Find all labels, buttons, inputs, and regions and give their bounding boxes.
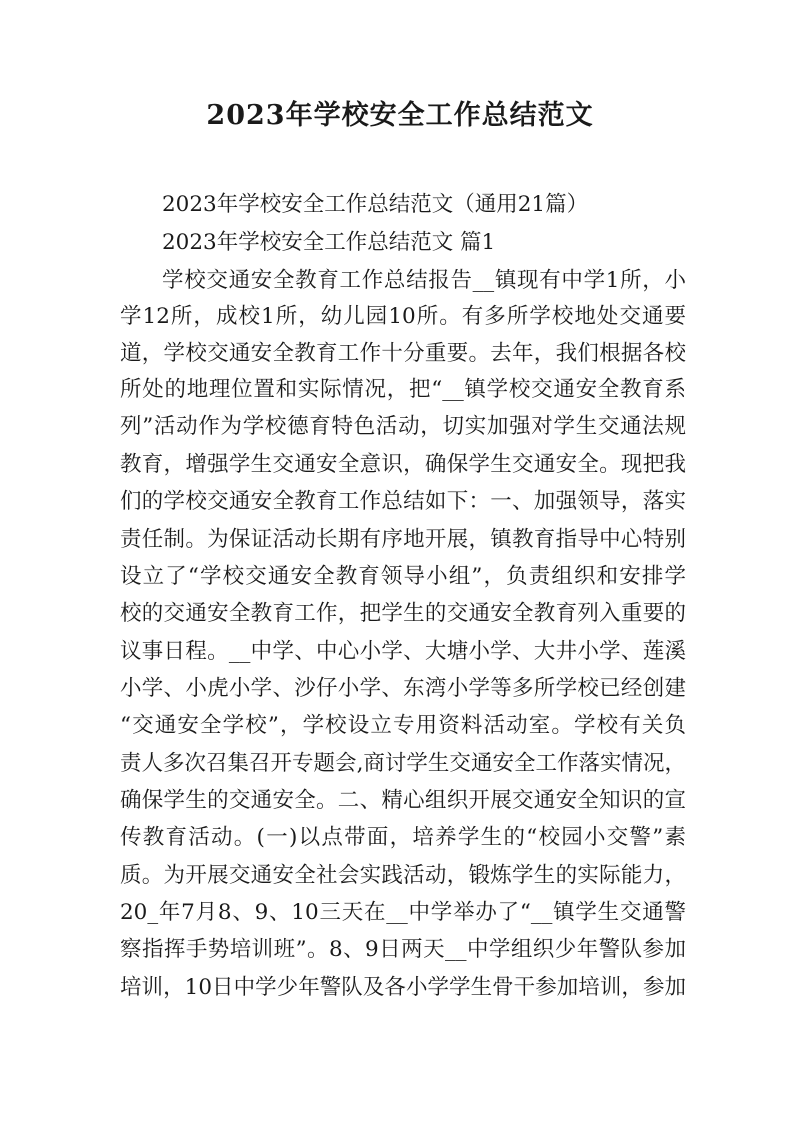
body-line: 小学、小虎小学、沙仔小学、东湾小学等多所学校已经创建 (120, 676, 686, 701)
body-line: 教育，增强学生交通安全意识，确保学生交通安全。现把我 (120, 452, 686, 477)
body-line: 察指挥手势培训班”。8、9日两天__中学组织少年警队参加 (120, 937, 686, 962)
body-line: 校的交通安全教育工作，把学生的交通安全教育列入重要的 (120, 601, 686, 626)
body-line: 所处的地理位置和实际情况，把“__镇学校交通安全教育系 (120, 377, 686, 402)
body-line: 责任制。为保证活动长期有序地开展，镇教育指导中心特别 (120, 527, 686, 552)
body-line: 们的学校交通安全教育工作总结如下：一、加强领导，落实 (120, 489, 686, 514)
body-line: 确保学生的交通安全。二、精心组织开展交通安全知识的宣 (120, 788, 686, 813)
body-line: 培训，10日中学少年警队及各小学学生骨干参加培训，参加 (120, 975, 686, 1000)
body-line: 设立了“学校交通安全教育领导小组”，负责组织和安排学 (120, 564, 686, 589)
body-line: 议事日程。__中学、中心小学、大塘小学、大井小学、莲溪 (120, 639, 686, 664)
body-line: 学校交通安全教育工作总结报告__镇现有中学1所，小 (162, 268, 686, 293)
body-line: 道，学校交通安全教育工作十分重要。去年，我们根据各校 (120, 341, 686, 366)
body-line: 质。为开展交通安全社会实践活动，锻炼学生的实际能力， (120, 863, 686, 888)
body-line: “交通安全学校”，学校设立专用资料活动室。学校有关负 (120, 713, 686, 738)
document-subtitle: 2023年学校安全工作总结范文（通用21篇） (162, 192, 589, 217)
body-line: 责人多次召集召开专题会,商讨学生交通安全工作落实情况， (120, 751, 686, 776)
body-line: 传教育活动。(一)以点带面，培养学生的“校园小交警”素 (120, 825, 686, 850)
body-line: 20_年7月8、9、10三天在__中学举办了“__镇学生交通警 (120, 900, 686, 925)
section-heading: 2023年学校安全工作总结范文 篇1 (162, 230, 496, 255)
body-line: 学12所，成校1所，幼儿园10所。有多所学校地处交通要 (120, 304, 686, 329)
document-title: 2023年学校安全工作总结范文 (206, 100, 594, 131)
body-line: 列”活动作为学校德育特色活动，切实加强对学生交通法规 (120, 414, 686, 439)
